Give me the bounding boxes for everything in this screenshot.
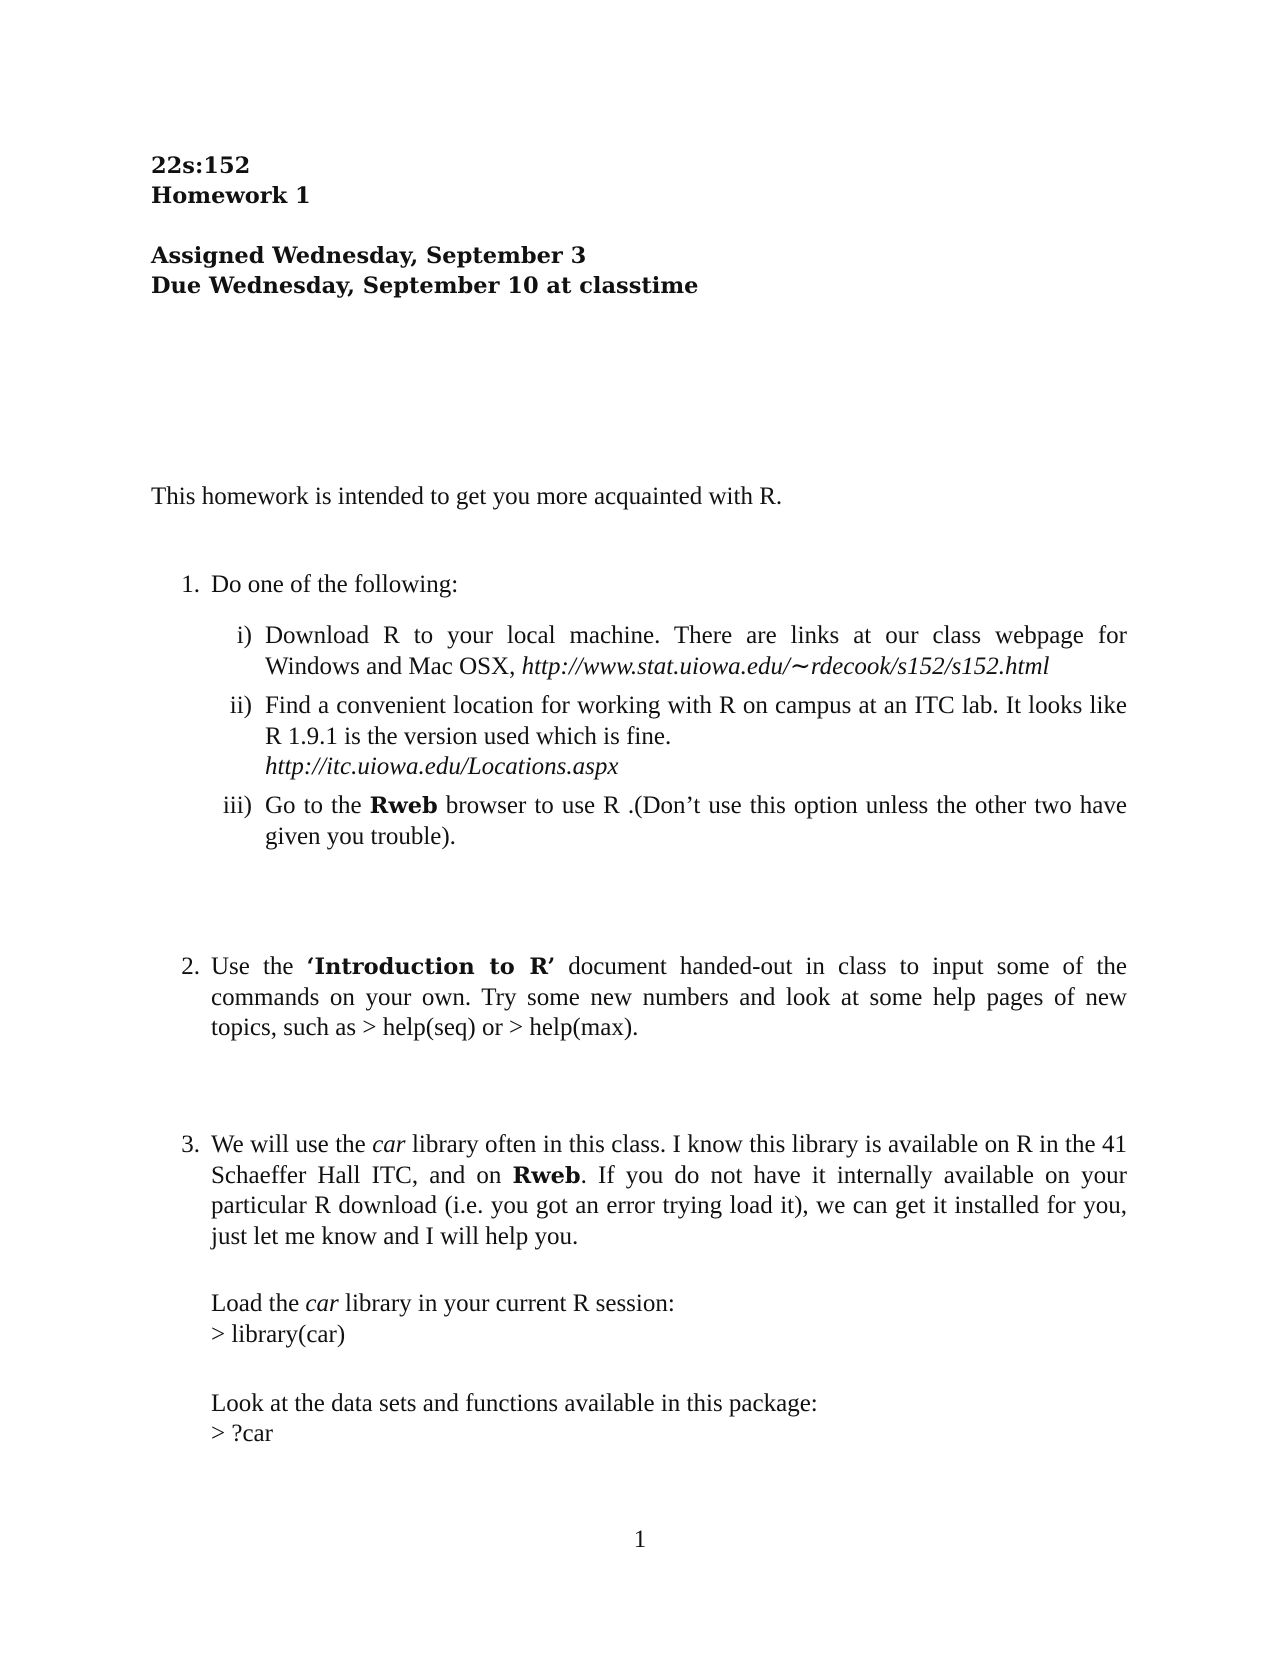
q1-option-2-marker: ii) [229,692,252,719]
q1-lead: Do one of the following: [211,571,459,598]
rweb-term: Rweb [369,793,438,819]
q2-text-after: document handed-out in class to input some of the commands on your own. Try some new numbers and look at some help pages of new topics, such as > help(seq) or > help(max). [211,953,1128,1041]
q1-option-2-url[interactable]: http://itc.uiowa.edu/Locations.aspx [265,753,619,780]
q1-option-2-text: Find a convenient location for working with R on campus at an ITC lab. It looks like R 1.9.1 is the version used which is fine. [265,692,1127,750]
q1-option-1-marker: i) [236,622,252,649]
q2-text [211,952,1127,1044]
course-number: 22s:152 [151,153,251,179]
due-date: Due Wednesday, September 10 at classtime [151,273,699,299]
q3-paragraph-2 [211,1289,675,1320]
q3-p1-middle: library often in this class. I know this library is available on R in the 41 Schaeffer Hall ITC, and on [211,1131,1128,1189]
page-number: 1 [633,1526,647,1553]
q3-p1-before: We will use the [211,1131,366,1158]
homework-title: Homework 1 [151,183,311,209]
q3-p2-after: library in your current R session: [345,1290,675,1317]
q1-option-1 [265,621,1127,682]
car-term-2: car [305,1290,339,1317]
q1-option-1-text: Download R to your local machine. There are links at our class webpage for Windows and Mac OSX, [265,622,1127,680]
q1-option-3-text-after: browser to use R .(Don’t use this option unless the other two have given you trouble). [265,792,1127,850]
q1-option-2 [265,691,1127,783]
q1-option-3-text-before: Go to the [265,792,362,819]
car-term-1: car [372,1131,406,1158]
q1-option-1-url[interactable]: http://www.stat.uiowa.edu/∼rdecook/s152/s152.html [521,652,1050,680]
q1-option-3 [265,791,1127,852]
intro-to-r-term: ‘Introduction to R’ [306,954,556,980]
intro-text: This homework is intended to get you more acquainted with R. [151,483,783,510]
rweb-term-2: Rweb [512,1162,581,1189]
library-command: > library(car) [211,1321,346,1348]
q3-p1-after: . If you do not have it internally available on your particular R download (i.e. you got an error trying load it), we can get it installed for you, just let me know and I will help you. [211,1161,1127,1250]
q2-text-before: Use the [211,953,294,980]
q3-p2-before: Load the [211,1290,300,1317]
assigned-date: Assigned Wednesday, September 3 [151,243,587,269]
q2-number: 2. [181,953,200,980]
q1-number: 1. [181,571,200,598]
q3-paragraph-3: Look at the data sets and functions available in this package: [211,1390,818,1417]
q3-paragraph-1 [211,1130,1127,1252]
q1-option-3-marker: iii) [222,792,252,819]
q3-number: 3. [181,1131,200,1158]
help-car-command: > ?car [211,1420,273,1447]
